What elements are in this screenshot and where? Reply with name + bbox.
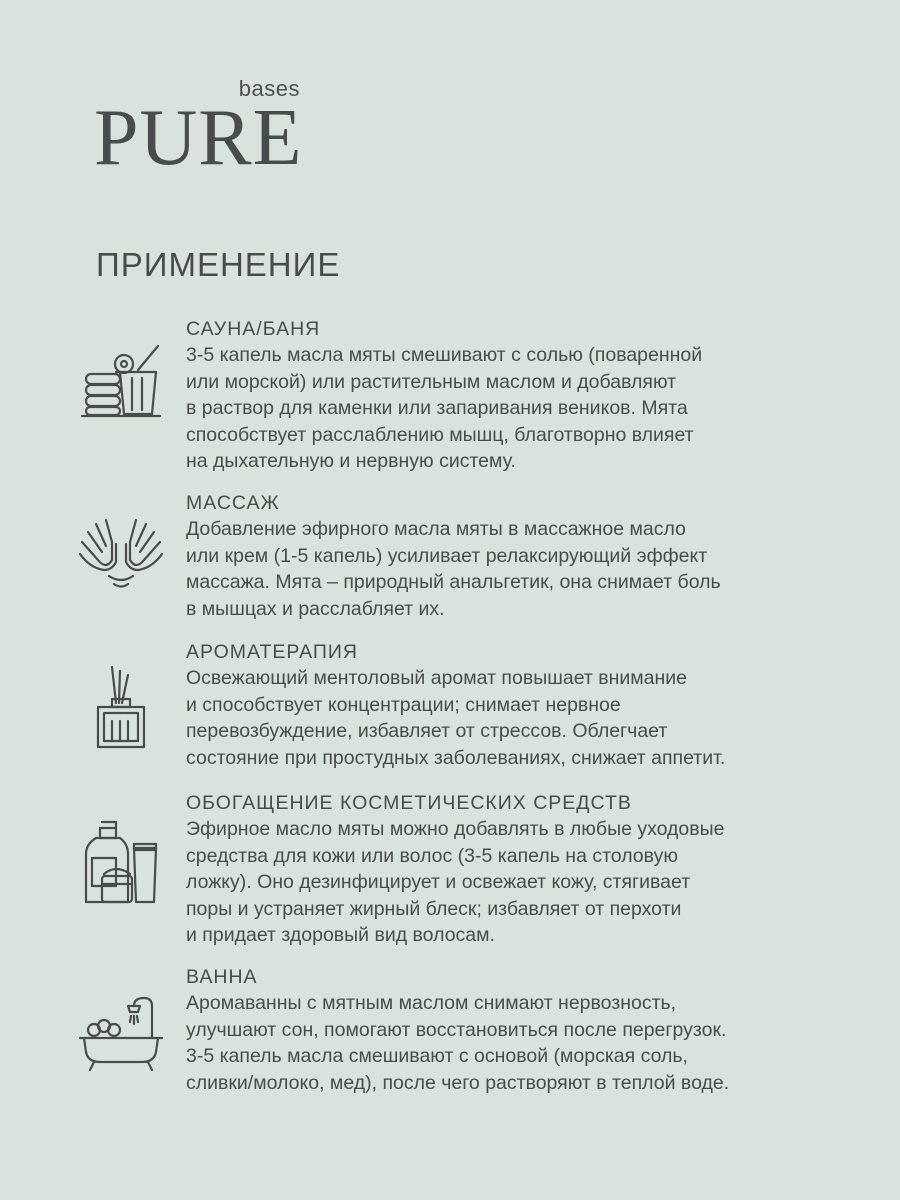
massage-hands-icon (76, 510, 166, 600)
usage-item-body: Добавление эфирного масла мяты в массажное масло или крем (1-5 капель) усиливает релаксирующий эффект массажа. Мята – природный анальгетик, она снимает боль в мышцах и расслабляет их. (186, 518, 721, 620)
usage-item-text (186, 790, 876, 949)
page-title: ПРИМЕНЕНИЕ (96, 246, 341, 283)
usage-item-heading: МАССАЖ (186, 492, 280, 514)
usage-item-text (186, 316, 876, 475)
usage-item-heading: АРОМАТЕРАПИЯ (186, 641, 358, 663)
usage-item-body: 3-5 капель масла мяты смешивают с солью (поваренной или морской) или растительным маслом и добавляют в раствор для каменки или запаривания веников. Мята способствует расслаблению мышц, благотворно влияет на дыхательную и нервную систему. (186, 344, 703, 473)
brand-main: PURE (94, 94, 303, 182)
usage-item-body: Аромаванны с мятным маслом снимают нервозность, улучшают сон, помогают восстановиться после перегрузок. 3-5 капель масла смешивают с основой (морская соль, сливки/молоко, мед), после чего растворяют в теплой воде. (186, 992, 730, 1094)
usage-item-heading: ВАННА (186, 966, 258, 988)
usage-item-heading: САУНА/БАНЯ (186, 318, 321, 340)
sauna-bucket-icon (76, 338, 166, 428)
usage-item-body: Эфирное масло мяты можно добавлять в любые уходовые средства для кожи или волос (3-5 капель на столовую ложку). Оно дезинфицирует и освежает кожу, стягивает поры и устраняет жирный блеск; избавляет от перхоти и придает здоровый вид волосам. (186, 818, 725, 947)
brand-sub: bases (238, 76, 300, 101)
cosmetics-icon (76, 814, 166, 904)
usage-item-body: Освежающий ментоловый аромат повышает внимание и способствует концентрации; снимает нервное перевозбуждение, избавляет от стрессов. Облегчает состояние при простудных заболеваниях, снижает аппетит. (186, 667, 726, 769)
usage-item-text (186, 490, 876, 622)
aroma-diffuser-icon (76, 661, 166, 751)
brand-logo (94, 74, 304, 184)
usage-item-text (186, 639, 876, 771)
bathtub-icon (76, 986, 166, 1076)
usage-item-text (186, 964, 876, 1096)
usage-item-heading: ОБОГАЩЕНИЕ КОСМЕТИЧЕСКИХ СРЕДСТВ (186, 792, 632, 814)
